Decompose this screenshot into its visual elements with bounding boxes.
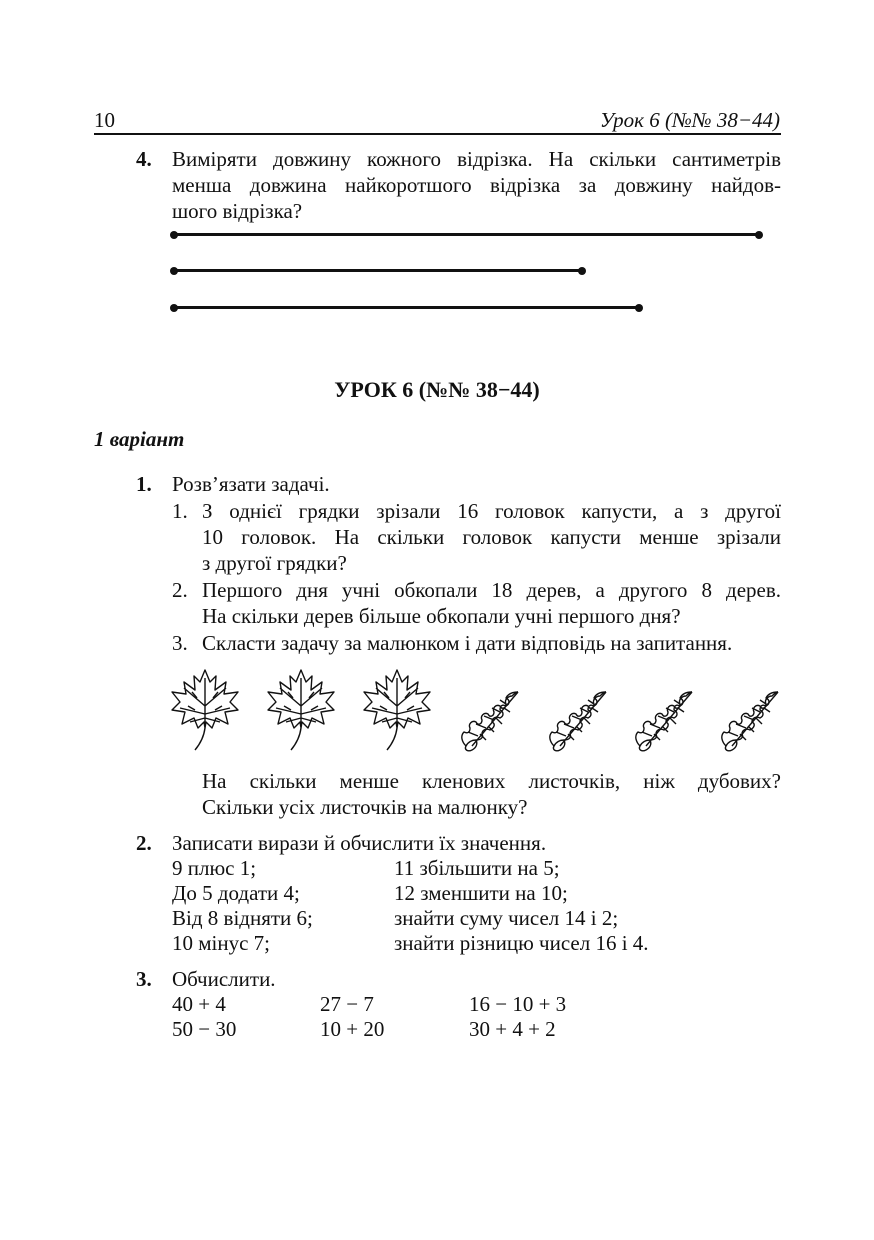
task2-col1-row4: 10 мінус 7; [172, 931, 271, 955]
task2-col2-row3: знайти суму чисел 14 і 2; [394, 906, 619, 930]
task1-question-line-1: На скільки менше кленових листочків, ніж дубових? [202, 769, 781, 793]
task1-sub2-line-1: Першого дня учні обкопали 18 дерев, а другого 8 дерев. [202, 578, 781, 602]
maple-leaf-icon [360, 666, 434, 752]
task4-line-1: Виміряти довжину кожного відрізка. На скільки сантиметрів [172, 147, 781, 171]
task1-sub1-line-2: 10 головок. На скільки головок капусти менше зрізали [202, 525, 781, 549]
segment-endpoint [170, 267, 178, 275]
task1-sub2-number: 2. [172, 578, 188, 602]
task3-col1-row2: 50 − 30 [172, 1017, 237, 1041]
task1-sub3-number: 3. [172, 631, 188, 655]
maple-leaf-icon [264, 666, 338, 752]
task2-col2-row2: 12 зменшити на 10; [394, 881, 568, 905]
oak-leaf-icon [716, 688, 784, 754]
task2-col1-row1: 9 плюс 1; [172, 856, 257, 880]
running-title: Урок 6 (№№ 38−44) [599, 108, 780, 132]
segment-endpoint [578, 267, 586, 275]
task3-title: Обчислити. [172, 967, 276, 991]
variant-heading: 1 варіант [94, 427, 185, 451]
task4-number: 4. [136, 147, 152, 171]
page-number: 10 [94, 108, 115, 132]
task4-line-2: менша довжина найкоротшого відрізка за довжину найдов- [172, 173, 781, 197]
task1-sub1-line-3: з другої грядки? [202, 551, 347, 575]
task2-col2-row1: 11 збільшити на 5; [394, 856, 560, 880]
task3-col2-row1: 27 − 7 [320, 992, 374, 1016]
oak-leaf-icon [544, 688, 612, 754]
task1-sub1-line-1: З однієї грядки зрізали 16 головок капусти, а з другої [202, 499, 781, 523]
oak-leaf-icon [456, 688, 524, 754]
segment-endpoint [635, 304, 643, 312]
task3-col3-row2: 30 + 4 + 2 [469, 1017, 556, 1041]
task1-title: Розв’язати задачі. [172, 472, 330, 496]
header-rule [94, 133, 781, 135]
segment-endpoint [170, 304, 178, 312]
task2-col1-row3: Від 8 відняти 6; [172, 906, 313, 930]
task3-col2-row2: 10 + 20 [320, 1017, 385, 1041]
task1-sub2-line-2: На скільки дерев більше обкопали учні першого дня? [202, 604, 681, 628]
task2-number: 2. [136, 831, 152, 855]
lesson-title: УРОК 6 (№№ 38−44) [334, 377, 540, 402]
leaves-illustration [160, 664, 790, 756]
task2-col1-row2: До 5 додати 4; [172, 881, 300, 905]
maple-leaf-icon [168, 666, 242, 752]
task1-number: 1. [136, 472, 152, 496]
task3-col3-row1: 16 − 10 + 3 [469, 992, 567, 1016]
segment-endpoint [170, 231, 178, 239]
task3-number: 3. [136, 967, 152, 991]
task4-line-3: шого відрізка? [172, 199, 303, 223]
task2-col2-row4: знайти різницю чисел 16 і 4. [394, 931, 649, 955]
task1-question-line-2: Скільки усіх листочків на малюнку? [202, 795, 528, 819]
task1-sub1-number: 1. [172, 499, 188, 523]
oak-leaf-icon [630, 688, 698, 754]
task1-sub3-line-1: Скласти задачу за малюнком і дати відповідь на запитання. [202, 631, 733, 655]
task2-title: Записати вирази й обчислити їх значення. [172, 831, 547, 855]
segment-endpoint [755, 231, 763, 239]
task3-col1-row1: 40 + 4 [172, 992, 226, 1016]
